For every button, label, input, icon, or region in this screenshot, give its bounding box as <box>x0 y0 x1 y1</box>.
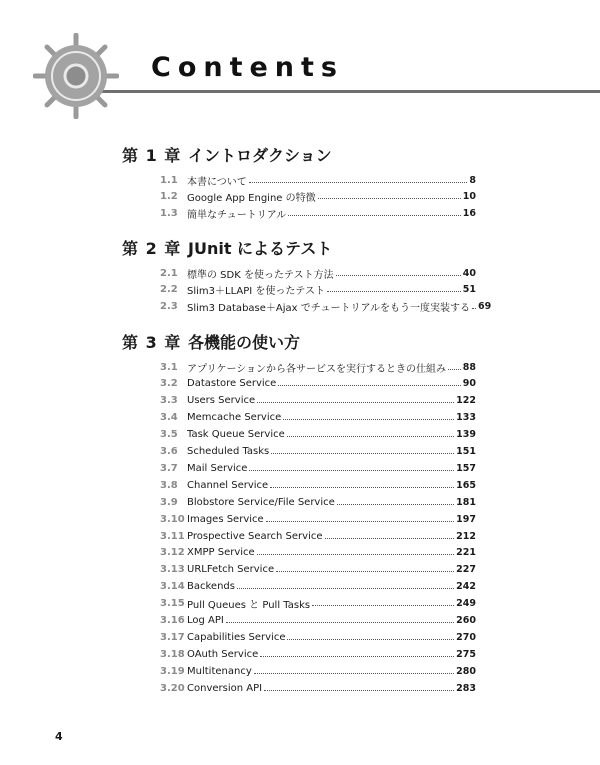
toc-entry[interactable] <box>160 528 476 544</box>
section-number: 3.3 <box>160 395 178 407</box>
toc-entry[interactable] <box>160 596 476 612</box>
dot-leader <box>283 419 454 420</box>
chapter-title: イントロダクション <box>188 146 332 165</box>
toc-entry[interactable] <box>160 359 476 375</box>
dot-leader <box>336 275 461 276</box>
toc-entry[interactable] <box>160 444 476 460</box>
section-title: Slim3＋LLAPI を使ったテスト <box>187 286 325 298</box>
dot-leader <box>312 605 454 606</box>
section-title: Google App Engine の特徴 <box>187 193 316 205</box>
section-title: Images Service <box>187 513 264 525</box>
section-page-number: 133 <box>456 412 476 424</box>
section-number: 3.11 <box>160 530 185 542</box>
toc-entry[interactable] <box>160 376 476 392</box>
toc-entry[interactable] <box>160 189 476 205</box>
section-number: 3.18 <box>160 648 185 660</box>
section-number: 3.7 <box>160 462 178 474</box>
section-page-number: 157 <box>456 462 476 474</box>
dot-leader <box>287 436 454 437</box>
header-rule <box>90 90 600 93</box>
section-title: Task Queue Service <box>187 429 285 441</box>
section-page-number: 90 <box>462 378 476 390</box>
section-page-number: 197 <box>456 513 476 525</box>
section-number: 3.4 <box>160 412 178 424</box>
toc-entry[interactable] <box>160 511 476 527</box>
dot-leader <box>257 402 454 403</box>
dot-leader <box>276 571 454 572</box>
toc-entry[interactable] <box>160 410 476 426</box>
toc-entry[interactable] <box>160 206 476 222</box>
section-title: XMPP Service <box>187 547 255 559</box>
section-number: 3.9 <box>160 496 178 508</box>
ship-wheel-icon <box>33 33 119 119</box>
section-page-number: 139 <box>456 429 476 441</box>
section-page-number: 249 <box>456 598 476 610</box>
section-number: 3.10 <box>160 513 185 525</box>
section-page-number: 8 <box>469 174 476 186</box>
toc-entry[interactable] <box>160 629 476 645</box>
dot-leader <box>287 639 454 640</box>
chapter-heading <box>122 333 300 353</box>
section-number: 1.2 <box>160 191 178 203</box>
section-page-number: 165 <box>456 479 476 491</box>
toc-entry[interactable] <box>160 460 476 476</box>
dot-leader <box>254 673 454 674</box>
page-title: Contents <box>151 52 345 83</box>
section-number: 3.15 <box>160 598 185 610</box>
section-number: 2.1 <box>160 267 178 279</box>
toc-entry[interactable] <box>160 646 476 662</box>
toc-entry[interactable] <box>160 282 476 298</box>
dot-leader <box>325 538 455 539</box>
section-number: 1.1 <box>160 174 178 186</box>
section-number: 3.6 <box>160 446 178 457</box>
section-page-number: 122 <box>456 395 476 407</box>
dot-leader <box>448 369 461 370</box>
section-number: 3.20 <box>160 682 185 694</box>
section-title: Slim3 Database＋Ajax でチュートリアルをもう一度実装する <box>187 303 471 315</box>
section-title: URLFetch Service <box>187 564 275 576</box>
dot-leader <box>226 622 454 623</box>
toc-entry[interactable] <box>160 545 476 561</box>
section-page-number: 51 <box>462 284 476 296</box>
section-page-number: 88 <box>462 361 476 373</box>
chapter-heading <box>122 239 332 259</box>
dot-leader <box>278 385 460 386</box>
section-number: 2.2 <box>160 284 178 296</box>
toc-entry[interactable] <box>160 613 476 629</box>
section-page-number: 69 <box>478 301 492 313</box>
section-title: Mail Service <box>187 462 248 474</box>
section-title: Log API <box>187 615 224 626</box>
dot-leader <box>327 291 461 292</box>
toc-entry[interactable] <box>160 579 476 595</box>
section-number: 3.19 <box>160 665 185 677</box>
dot-leader <box>270 487 454 488</box>
section-page-number: 260 <box>456 615 476 626</box>
section-number: 3.8 <box>160 479 178 491</box>
dot-leader <box>260 656 454 657</box>
section-page-number: 16 <box>462 208 476 220</box>
section-page-number: 181 <box>456 496 476 508</box>
dot-leader <box>257 554 454 555</box>
section-title: Multitenancy <box>187 665 252 677</box>
toc-entry[interactable] <box>160 427 476 443</box>
section-number: 3.17 <box>160 631 185 643</box>
section-page-number: 10 <box>462 191 476 203</box>
section-title: Conversion API <box>187 682 263 694</box>
section-number: 1.3 <box>160 208 178 220</box>
chapter-heading <box>122 146 332 166</box>
dot-leader <box>266 521 454 522</box>
dot-leader <box>249 470 454 471</box>
section-title: 簡単なチュートリアル <box>187 210 287 222</box>
chapter-title: JUnit によるテスト <box>188 239 333 258</box>
section-number: 3.12 <box>160 547 185 559</box>
section-page-number: 280 <box>456 665 476 677</box>
toc-entry[interactable] <box>160 477 476 493</box>
toc-entry[interactable] <box>160 680 476 696</box>
chapter-number: 第 3 章 <box>122 333 182 352</box>
section-title: Datastore Service <box>187 378 277 390</box>
section-page-number: 242 <box>456 581 476 593</box>
dot-leader <box>249 182 468 183</box>
section-title: Blobstore Service/File Service <box>187 496 335 508</box>
section-page-number: 40 <box>462 267 476 279</box>
section-title: Pull Queues と Pull Tasks <box>187 600 311 612</box>
section-page-number: 227 <box>456 564 476 576</box>
dot-leader <box>288 215 460 216</box>
section-title: アプリケーションから各サービスを実行するときの仕組み <box>187 363 446 375</box>
section-title: Users Service <box>187 395 256 407</box>
section-title: Capabilities Service <box>187 631 286 643</box>
dot-leader <box>472 308 476 309</box>
chapter-number: 第 2 章 <box>122 239 182 258</box>
dot-leader <box>318 198 461 199</box>
chapter-title: 各機能の使い方 <box>188 333 301 352</box>
chapter-number: 第 1 章 <box>122 146 182 165</box>
section-page-number: 275 <box>456 648 476 660</box>
page-number: 4 <box>55 730 63 743</box>
section-number: 3.2 <box>160 378 178 390</box>
toc-entry[interactable] <box>160 172 476 188</box>
section-title: 標準の SDK を使ったテスト方法 <box>187 269 334 281</box>
section-number: 3.5 <box>160 429 178 441</box>
section-page-number: 270 <box>456 631 476 643</box>
section-title: 本書について <box>187 176 247 188</box>
toc-entry[interactable] <box>160 265 476 281</box>
toc-entry[interactable] <box>160 494 476 510</box>
section-title: Scheduled Tasks <box>187 446 270 457</box>
toc-entry[interactable] <box>160 663 476 679</box>
section-title: Channel Service <box>187 479 269 491</box>
section-number: 3.1 <box>160 361 178 373</box>
section-number: 3.13 <box>160 564 185 576</box>
section-title: OAuth Service <box>187 648 259 660</box>
section-title: Prospective Search Service <box>187 530 323 542</box>
section-page-number: 212 <box>456 530 476 542</box>
toc-entry[interactable] <box>160 393 476 409</box>
dot-leader <box>337 504 454 505</box>
section-title: Memcache Service <box>187 412 282 424</box>
section-page-number: 221 <box>456 547 476 559</box>
dot-leader <box>264 690 454 691</box>
section-number: 3.14 <box>160 581 185 593</box>
section-number: 3.16 <box>160 615 185 626</box>
section-page-number: 283 <box>456 682 476 694</box>
section-number: 2.3 <box>160 301 178 313</box>
toc-entry[interactable] <box>160 299 492 315</box>
toc-entry[interactable] <box>160 562 476 578</box>
dot-leader <box>271 453 454 454</box>
section-title: Backends <box>187 581 235 593</box>
dot-leader <box>237 588 454 589</box>
section-page-number: 151 <box>456 446 476 457</box>
